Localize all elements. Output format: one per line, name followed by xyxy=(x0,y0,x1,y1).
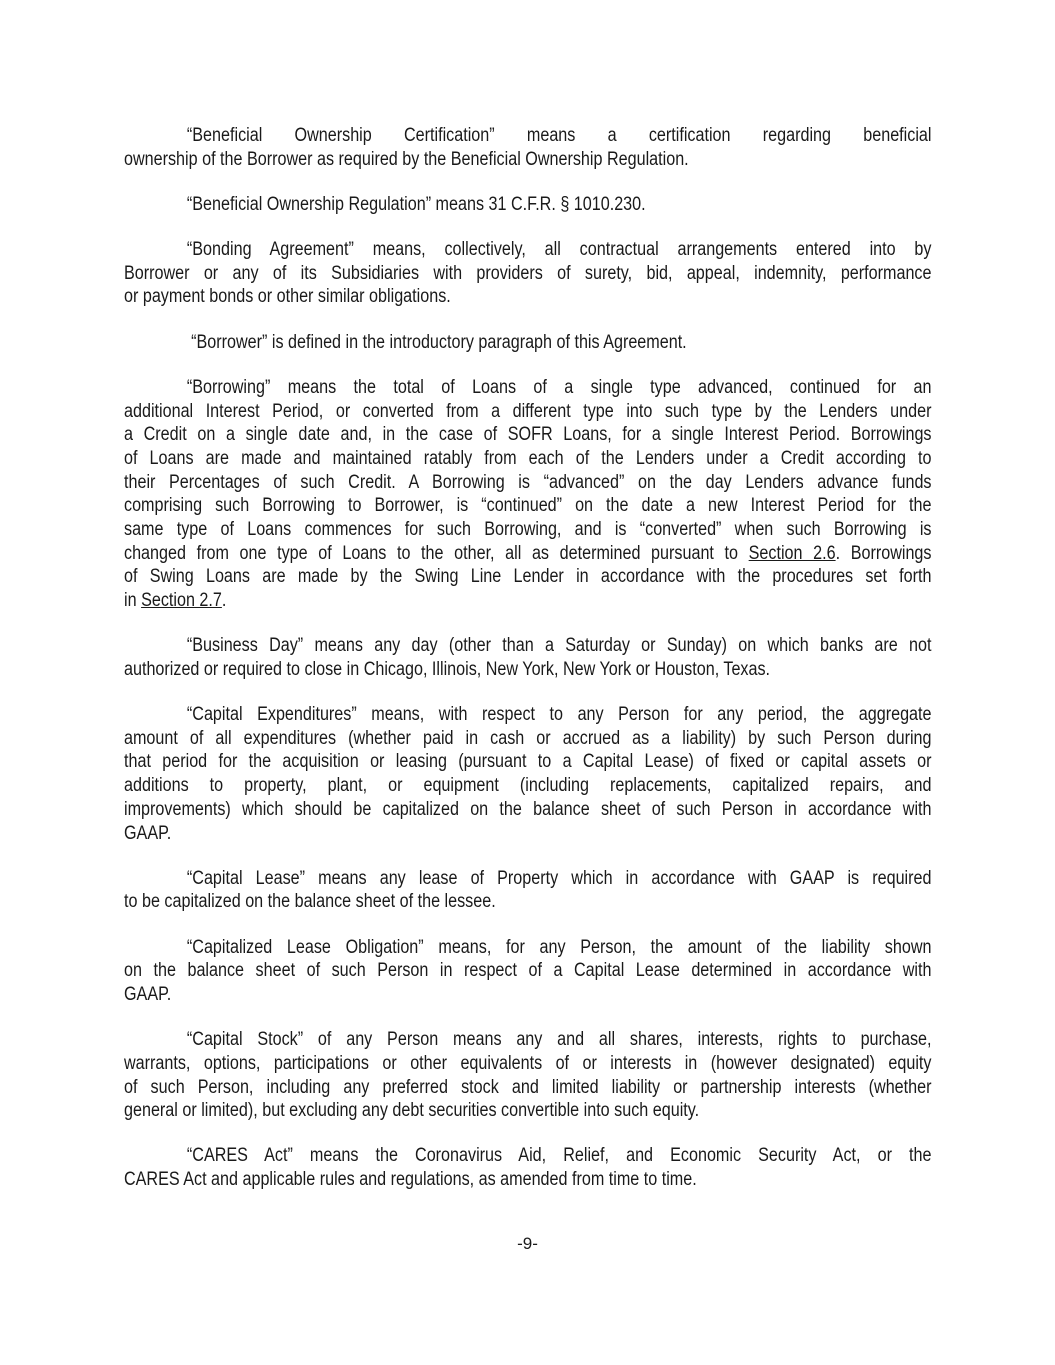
text-segment: to be capitalized on the balance sheet of the lessee. xyxy=(124,891,496,913)
definition-beneficial-ownership-certification xyxy=(124,124,932,171)
text-segment: or payment bonds or other similar obligations. xyxy=(124,286,451,308)
text-segment: “Capital Expenditures” means, with respect to any Person for any period, the aggregate xyxy=(186,704,932,726)
text-line xyxy=(124,238,932,262)
definition-borrower xyxy=(124,331,932,355)
definition-borrowing xyxy=(124,376,932,613)
section-reference-link[interactable]: Section 2.6 xyxy=(748,542,836,564)
text-segment: general or limited), but excluding any debt securities convertible into such equity. xyxy=(124,1100,700,1122)
text-line xyxy=(124,494,932,518)
text-line xyxy=(124,565,932,589)
section-reference-link[interactable]: Section 2.7 xyxy=(141,590,222,611)
text-segment: “Capital Stock” of any Person means any and all shares, interests, rights to purchase, xyxy=(186,1029,932,1051)
text-line xyxy=(124,124,932,148)
text-segment: GAAP. xyxy=(124,983,172,1005)
text-line xyxy=(124,423,932,447)
document-body xyxy=(124,124,932,1213)
text-line xyxy=(124,331,932,355)
text-segment: Borrower or any of its Subsidiaries with providers of surety, bid, appeal, indemnity, performance xyxy=(124,262,932,284)
page-number: -9- xyxy=(517,1234,538,1253)
text-line xyxy=(124,727,932,751)
text-line xyxy=(124,822,932,846)
text-line xyxy=(124,750,932,774)
text-line xyxy=(124,1052,932,1076)
text-line xyxy=(124,1144,932,1168)
text-segment: additions to property, plant, or equipment (including replacements, capitalized repairs, and xyxy=(124,775,932,797)
text-segment: warrants, options, participations or other equivalents of or interests in (however designated) equity xyxy=(124,1052,932,1074)
text-line xyxy=(124,193,932,217)
text-segment: “CARES Act” means the Coronavirus Aid, Relief, and Economic Security Act, or the xyxy=(186,1145,932,1167)
text-line xyxy=(124,658,932,682)
definition-business-day xyxy=(124,634,932,681)
text-segment: “Borrower” is defined in the introductory paragraph of this Agreement. xyxy=(191,331,687,353)
text-segment: their Percentages of such Credit. A Borrowing is “advanced” on the day Lenders advance funds xyxy=(124,471,932,493)
text-segment: “Beneficial Ownership Certification” means a certification regarding beneficial xyxy=(186,125,932,146)
text-segment: that period for the acquisition or leasing (pursuant to a Capital Lease) of fixed or capital assets or xyxy=(124,751,932,773)
text-line xyxy=(124,447,932,471)
text-segment: in xyxy=(124,590,142,611)
text-segment: of Loans are made and maintained ratably from each of the Lenders under a Credit according to xyxy=(124,447,932,469)
text-line xyxy=(124,703,932,727)
text-line xyxy=(124,867,932,891)
text-line xyxy=(124,471,932,495)
text-line xyxy=(124,1099,932,1123)
text-segment: “Capitalized Lease Obligation” means, for any Person, the amount of the liability shown xyxy=(186,936,932,958)
text-line xyxy=(124,542,932,566)
text-line xyxy=(124,959,932,983)
text-segment: changed from one type of Loans to the other, all as determined pursuant to xyxy=(124,542,749,564)
text-segment: GAAP. xyxy=(124,822,172,844)
text-line xyxy=(124,890,932,914)
text-segment: on the balance sheet of such Person in respect of a Capital Lease determined in accordance with xyxy=(124,960,932,982)
text-line xyxy=(124,983,932,1007)
text-segment: of Swing Loans are made by the Swing Line Lender in accordance with the procedures set forth xyxy=(124,566,932,588)
text-segment: “Business Day” means any day (other than a Saturday or Sunday) on which banks are not xyxy=(186,635,932,657)
definition-beneficial-ownership-regulation xyxy=(124,193,932,217)
text-line xyxy=(124,1028,932,1052)
text-segment: of such Person, including any preferred stock and limited liability or partnership interests (whether xyxy=(124,1076,932,1098)
text-line xyxy=(124,400,932,424)
text-segment: improvements) which should be capitalized on the balance sheet of such Person in accordance with xyxy=(124,798,932,820)
definition-cares-act xyxy=(124,1144,932,1191)
text-line xyxy=(124,634,932,658)
text-line xyxy=(124,1168,932,1192)
text-segment: additional Interest Period, or converted from a different type into such type by the Lenders under xyxy=(124,400,932,422)
text-segment: “Capital Lease” means any lease of Property which in accordance with GAAP is required xyxy=(186,867,932,889)
text-segment: authorized or required to close in Chicago, Illinois, New York, New York or Houston, Texas. xyxy=(124,658,771,680)
text-line xyxy=(124,936,932,960)
text-segment: comprising such Borrowing to Borrower, is “continued” on the date a new Interest Period for the xyxy=(124,495,932,517)
text-line xyxy=(124,376,932,400)
text-line xyxy=(124,262,932,286)
text-segment: a Credit on a single date and, in the case of SOFR Loans, for a single Interest Period. Borrowings xyxy=(124,424,932,446)
definition-bonding-agreement xyxy=(124,238,932,309)
text-segment: . Borrowings xyxy=(835,542,932,564)
text-segment: . xyxy=(221,590,227,611)
text-segment: “Borrowing” means the total of Loans of a single type advanced, continued for an xyxy=(186,376,932,398)
text-segment: CARES Act and applicable rules and regulations, as amended from time to time. xyxy=(124,1169,697,1191)
text-segment: amount of all expenditures (whether paid in cash or accrued as a liability) by such Person during xyxy=(124,727,932,749)
definition-capital-lease xyxy=(124,867,932,914)
text-line xyxy=(124,1076,932,1100)
text-line xyxy=(124,774,932,798)
text-line xyxy=(124,285,932,309)
text-line xyxy=(124,518,932,542)
definition-capital-stock xyxy=(124,1028,932,1123)
text-segment: “Beneficial Ownership Regulation” means 31 C.F.R. § 1010.230. xyxy=(186,193,646,215)
text-line xyxy=(124,798,932,822)
definition-capitalized-lease-obligation xyxy=(124,936,932,1007)
text-line xyxy=(124,589,932,613)
definition-capital-expenditures xyxy=(124,703,932,845)
text-segment: ownership of the Borrower as required by the Beneficial Ownership Regulation. xyxy=(124,148,689,170)
text-line xyxy=(124,148,932,172)
text-segment: same type of Loans commences for such Borrowing, and is “converted” when such Borrowing is xyxy=(124,518,932,540)
text-segment: “Bonding Agreement” means, collectively, all contractual arrangements entered into by xyxy=(186,239,932,261)
